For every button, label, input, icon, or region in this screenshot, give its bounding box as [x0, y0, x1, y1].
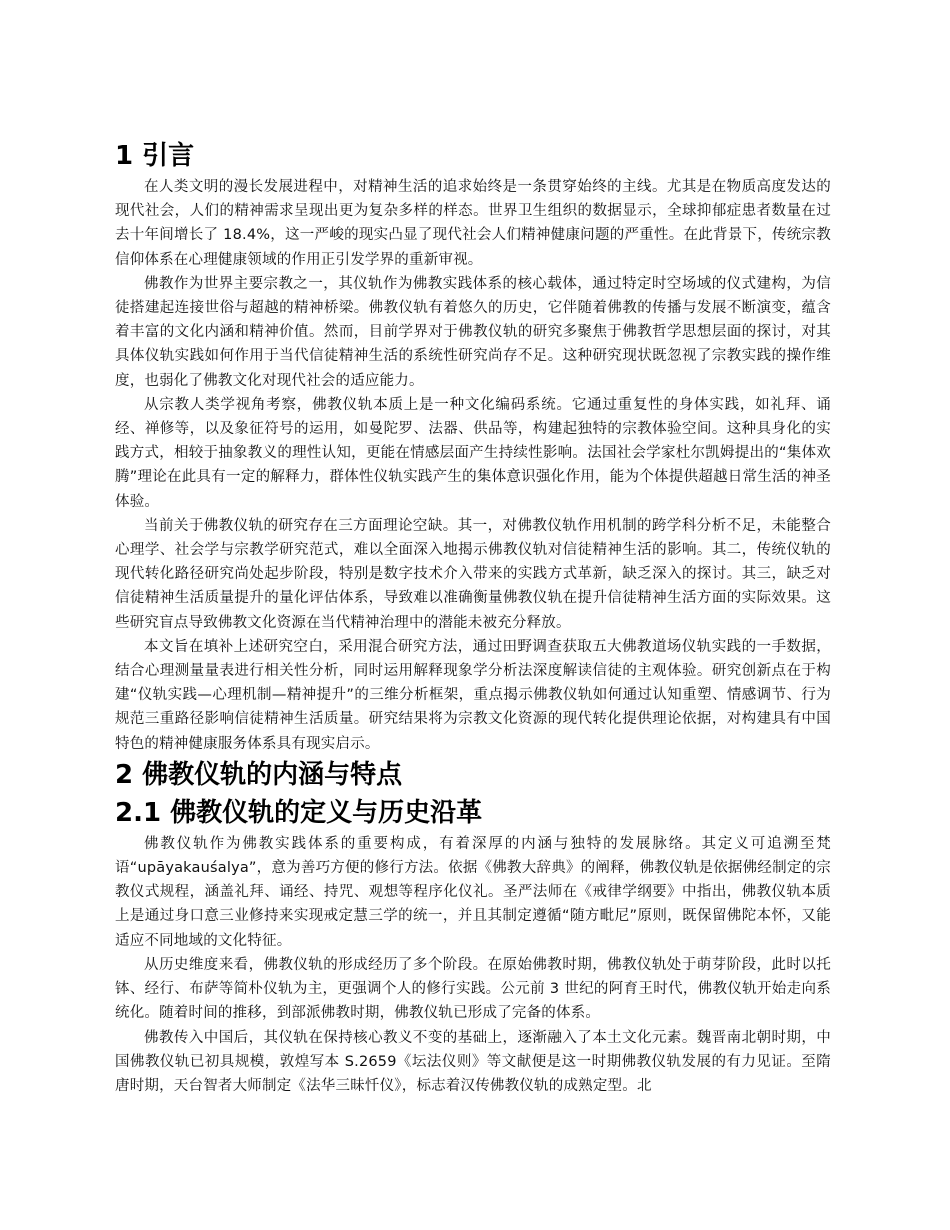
paragraph: 佛教仪轨作为佛教实践体系的重要构成，有着深厚的内涵与独特的发展脉络。其定义可追溯至梵语“upāyakauśalya”，意为善巧方便的修行方法。依据《佛教大辞典》的阐释，佛教仪轨是依据佛经制定的宗教仪式规程，涵盖礼拜、诵经、持咒、观想等程序化仪礼。圣严法师在《戒律学纲要》中指出，佛教仪轨本质上是通过身口意三业修持来实现戒定慧三学的统一，并且其制定遵循“随方毗尼”原则，既保留佛陀本怀，又能适应不同地域的文化特征。 — [115, 835, 831, 949]
paragraph: 从宗教人类学视角考察，佛教仪轨本质上是一种文化编码系统。它通过重复性的身体实践，如礼拜、诵经、禅修等，以及象征符号的运用，如曼陀罗、法器、供品等，构建起独特的宗教体验空间。这种具身化的实践方式，相较于抽象教义的理性认知，更能在情感层面产生持续性影响。法国社会学家杜尔凯姆提出的“集体欢腾”理论在此具有一定的解释力，群体性仪轨实践产生的集体意识强化作用，能为个体提供超越日常生活的神圣体验。 — [115, 396, 831, 510]
subsection-heading-definition-history: 2.1 佛教仪轨的定义与历史沿革 — [115, 797, 483, 828]
section-heading-buddhist-ritual: 2 佛教仪轨的内涵与特点 — [115, 759, 403, 790]
paragraph: 本文旨在填补上述研究空白，采用混合研究方法，通过田野调查获取五大佛教道场仪轨实践的一手数据，结合心理测量量表进行相关性分析，同时运用解释现象学分析法深度解读信徒的主观体验。研究创新点在于构建“仪轨实践—心理机制—精神提升”的三维分析框架，重点揭示佛教仪轨如何通过认知重塑、情感调节、行为规范三重路径影响信徒精神生活质量。研究结果将为宗教文化资源的现代转化提供理论依据，对构建具有中国特色的精神健康服务体系具有现实启示。 — [115, 638, 831, 752]
document-page — [115, 137, 831, 1098]
paragraph: 从历史维度来看，佛教仪轨的形成经历了多个阶段。在原始佛教时期，佛教仪轨处于萌芽阶段，此时以托钵、经行、布萨等简朴仪轨为主，更强调个人的修行实践。公元前 3 世纪的阿育王时代，佛教仪轨开始走向系统化。随着时间的推移，到部派佛教时期，佛教仪轨已形成了完备的体系。 — [115, 956, 831, 1022]
paragraph: 佛教传入中国后，其仪轨在保持核心教义不变的基础上，逐渐融入了本土文化元素。魏晋南北朝时期，中国佛教仪轨已初具规模，敦煌写本 S.2659《坛法仪则》等文献便是这一时期佛教仪轨发展的有力见证。至隋唐时期，天台智者大师制定《法华三昧忏仪》，标志着汉传佛教仪轨的成熟定型。北 — [115, 1029, 831, 1094]
paragraph: 佛教作为世界主要宗教之一，其仪轨作为佛教实践体系的核心载体，通过特定时空场域的仪式建构，为信徒搭建起连接世俗与超越的精神桥梁。佛教仪轨有着悠久的历史，它伴随着佛教的传播与发展不断演变，蕴含着丰富的文化内涵和精神价值。然而，目前学界对于佛教仪轨的研究多聚焦于佛教哲学思想层面的探讨，对其具体仪轨实践如何作用于当代信徒精神生活的系统性研究尚存不足。这种研究现状既忽视了宗教实践的操作维度，也弱化了佛教文化对现代社会的适应能力。 — [115, 275, 831, 389]
section-heading-introduction: 1 引言 — [115, 141, 195, 171]
paragraph: 当前关于佛教仪轨的研究存在三方面理论空缺。其一，对佛教仪轨作用机制的跨学科分析不足，未能整合心理学、社会学与宗教学研究范式，难以全面深入地揭示佛教仪轨对信徒精神生活的影响。其二，传统仪轨的现代转化路径研究尚处起步阶段，特别是数字技术介入带来的实践方式革新，缺乏深入的探讨。其三，缺乏对信徒精神生活质量提升的量化评估体系，导致难以准确衡量佛教仪轨在提升信徒精神生活方面的实际效果。这些研究盲点导致佛教文化资源在当代精神治理中的潜能未被充分释放。 — [115, 517, 831, 631]
paragraph: 在人类文明的漫长发展进程中，对精神生活的追求始终是一条贯穿始终的主线。尤其是在物质高度发达的现代社会，人们的精神需求呈现出更为复杂多样的样态。世界卫生组织的数据显示，全球抑郁症患者数量在过去十年间增长了 18.4%，这一严峻的现实凸显了现代社会人们精神健康问题的严重性。在此背景下，传统宗教信仰体系在心理健康领域的作用正引发学界的重新审视。 — [115, 179, 831, 268]
